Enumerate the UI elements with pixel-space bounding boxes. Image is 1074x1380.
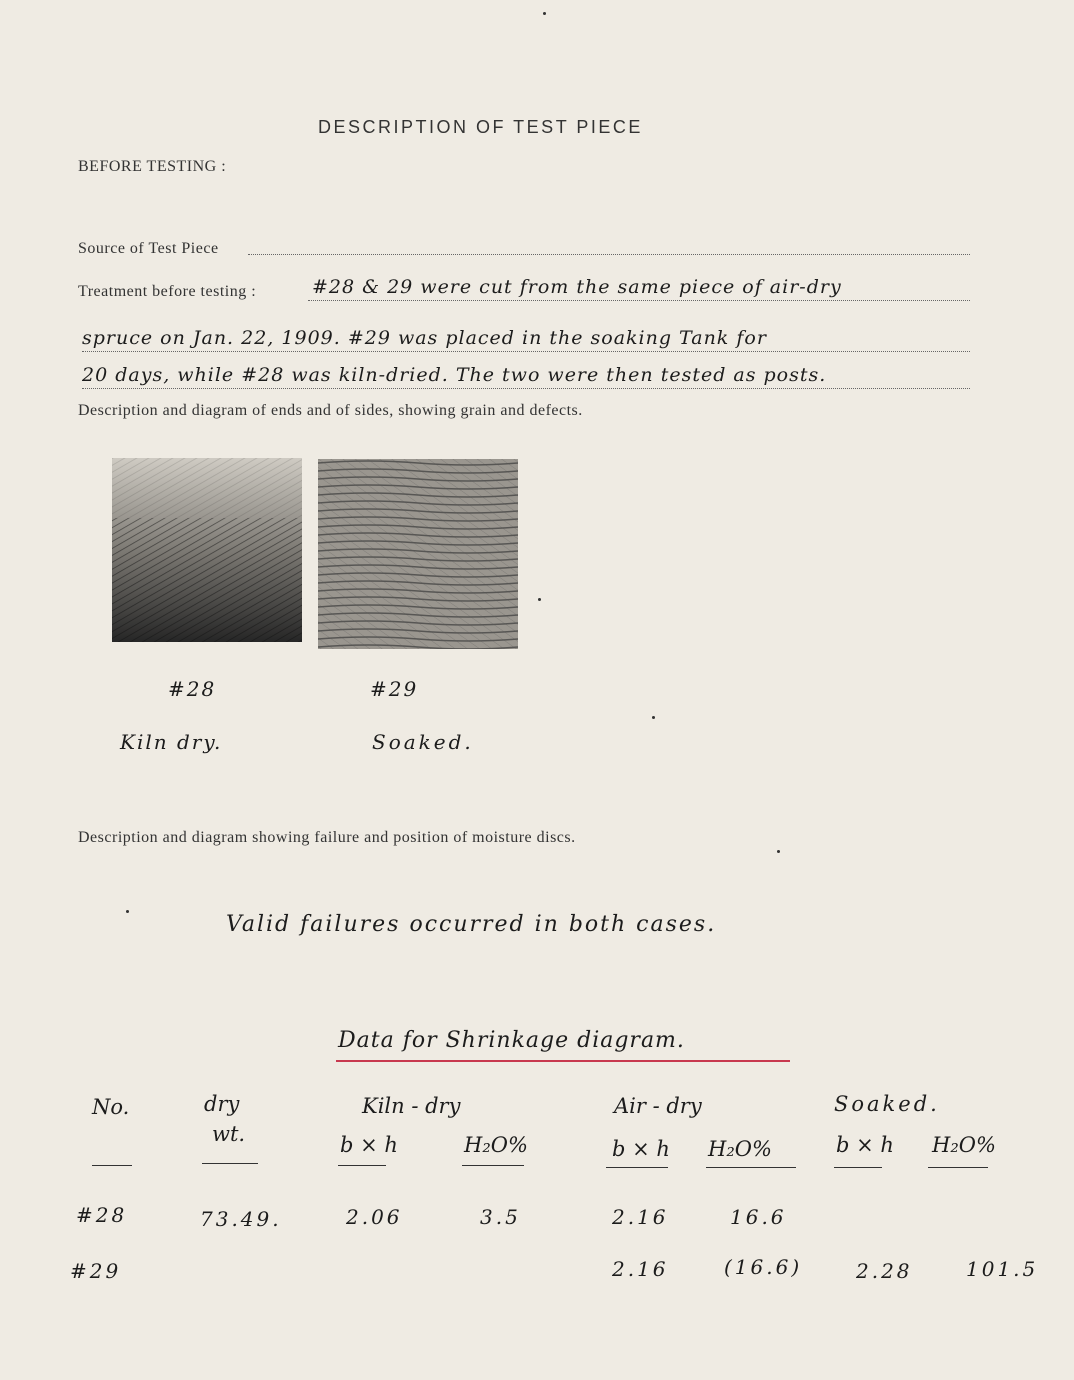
header-soaked-bxh: b × h [836, 1133, 894, 1157]
treatment-dotted-line-2 [82, 351, 970, 352]
paper-speck [652, 716, 655, 719]
soaked-grain-sketch [318, 459, 518, 649]
row-28-kiln-h2o: 3.5 [480, 1205, 521, 1229]
row-28-no: #28 [76, 1203, 128, 1227]
treatment-line-3: 20 days, while #28 was kiln-dried. The two were then tested as posts. [82, 364, 827, 386]
source-label: Source of Test Piece [78, 240, 219, 257]
header-wt: wt. [212, 1122, 246, 1146]
row-29-air-h2o: (16.6) [724, 1255, 803, 1279]
kiln-dry-grain-sketch [112, 458, 302, 642]
header-soaked: Soaked. [834, 1092, 940, 1116]
header-rule-kiln-h2o [462, 1165, 524, 1166]
treatment-label: Treatment before testing : [78, 283, 257, 300]
header-kiln-dry: Kiln - dry [362, 1094, 461, 1118]
header-rule-no [92, 1165, 132, 1166]
paper-speck [543, 12, 546, 15]
header-no: No. [92, 1095, 130, 1119]
treatment-dotted-line-3 [82, 388, 970, 389]
sample-29-number: #29 [370, 677, 419, 701]
before-testing-label: BEFORE TESTING : [78, 158, 227, 175]
paper-speck [777, 850, 780, 853]
failure-note: Valid failures occurred in both cases. [226, 912, 717, 937]
header-rule-air-bxh [606, 1167, 668, 1168]
header-rule-air-h2o [706, 1167, 796, 1168]
row-28-air-h2o: 16.6 [730, 1205, 787, 1229]
header-rule-soaked-bxh [834, 1167, 882, 1168]
page-title: DESCRIPTION OF TEST PIECE [318, 117, 643, 137]
header-rule-dry-wt [202, 1163, 258, 1164]
row-29-no: #29 [70, 1259, 122, 1283]
diagram-label: Description and diagram of ends and of sides, showing grain and defects. [78, 402, 583, 419]
header-air-dry: Air - dry [614, 1094, 702, 1118]
header-kiln-bxh: b × h [340, 1133, 398, 1157]
failure-label: Description and diagram showing failure and position of moisture discs. [78, 829, 576, 846]
header-dry: dry [204, 1092, 240, 1116]
header-rule-soaked-h2o [928, 1167, 988, 1168]
treatment-line-2: spruce on Jan. 22, 1909. #29 was placed in the soaking Tank for [82, 327, 767, 349]
row-28-kiln-bxh: 2.06 [346, 1205, 403, 1229]
header-kiln-h2o: H₂O% [464, 1133, 528, 1157]
sample-29-caption: Soaked. [372, 730, 474, 754]
source-dotted-line [248, 254, 970, 255]
row-29-air-bxh: 2.16 [612, 1257, 669, 1281]
shrinkage-heading: Data for Shrinkage diagram. [338, 1028, 685, 1053]
treatment-line-1: #28 & 29 were cut from the same piece of air-dry [312, 276, 842, 298]
treatment-dotted-line-1 [308, 300, 970, 301]
paper-speck [538, 598, 541, 601]
row-29-soaked-bxh: 2.28 [856, 1259, 913, 1283]
header-soaked-h2o: H₂O% [932, 1133, 996, 1157]
row-28-dry-wt: 73.49. [200, 1207, 282, 1231]
sample-28-caption: Kiln dry. [120, 730, 223, 754]
sample-28-number: #28 [168, 677, 217, 701]
row-28-air-bxh: 2.16 [612, 1205, 669, 1229]
shrinkage-heading-underline [336, 1060, 790, 1062]
header-air-h2o: H₂O% [708, 1137, 772, 1161]
header-rule-kiln-bxh [338, 1165, 386, 1166]
row-29-soaked-h2o: 101.5 [966, 1257, 1039, 1281]
header-air-bxh: b × h [612, 1137, 670, 1161]
paper-speck [126, 910, 129, 913]
